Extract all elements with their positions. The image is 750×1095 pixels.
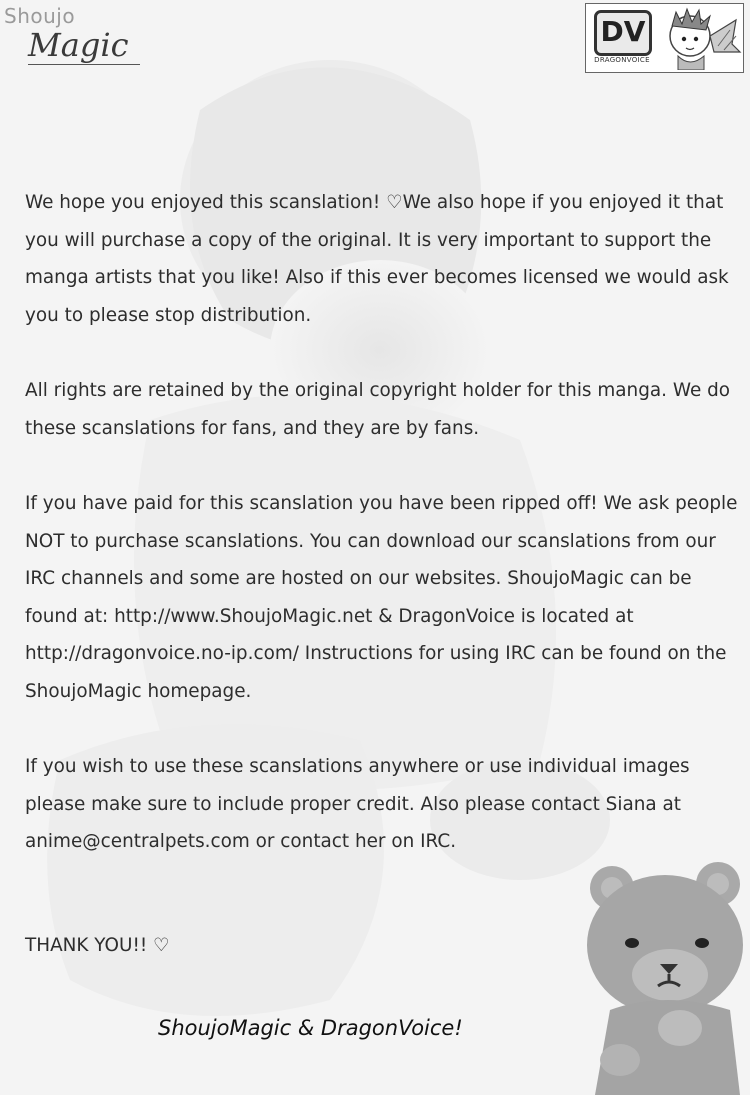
- teddy-bear-icon: [580, 860, 750, 1095]
- paragraph-credit: If you wish to use these scanslations anywhere or use individual images please make sure to include proper credit. Also please contact Siana at anime@centralpets.com or contact her on IRC.: [25, 756, 690, 852]
- logo-underline: [28, 64, 140, 65]
- logo-bottom-text: Magic: [28, 26, 129, 64]
- paragraph-ripped-off: If you have paid for this scanslation you have been ripped off! We ask people NOT to purchase scanslations. You can download our scanslations from our IRC channels and some are hosted on our websites. ShoujoMagic can be found at: http://www.ShoujoMagic.net & DragonVoice is located at http://dragonvoice.no-ip.com/ Instructions for using IRC can be found on the ShoujoMagic homepage.: [25, 493, 738, 702]
- logo-top-text: Shoujo: [4, 4, 76, 28]
- signature: ShoujoMagic & DragonVoice!: [158, 1016, 463, 1040]
- thank-you-text: THANK YOU!! ♡: [25, 935, 170, 956]
- dv-initials: DV: [600, 15, 646, 48]
- dv-logo-box: [594, 10, 652, 56]
- dragonvoice-badge: [585, 3, 744, 73]
- paragraph-rights: All rights are retained by the original copyright holder for this manga. We do these scanslations for fans, and they are by fans.: [25, 380, 731, 439]
- notice-body: [25, 184, 740, 899]
- dv-subtitle: DRAGONVOICE: [594, 56, 650, 64]
- paragraph-enjoy: We hope you enjoyed this scanslation! ♡We also hope if you enjoyed it that you will purchase a copy of the original. It is very important to support the manga artists that you like! Also if this ever becomes licensed we would ask you to please stop distribution.: [25, 192, 729, 326]
- chibi-dragon-icon: [654, 6, 742, 70]
